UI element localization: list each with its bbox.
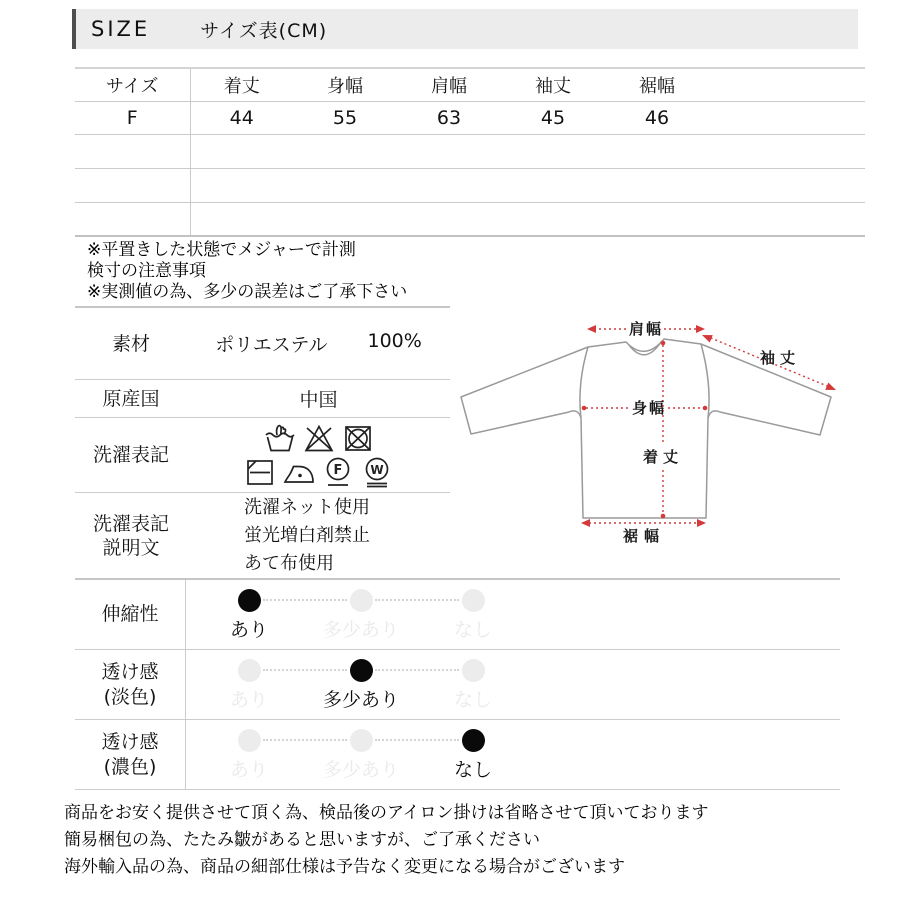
rating-row-stretch [75,580,840,650]
table-row-empty [75,202,865,236]
size-badge: SIZE [91,17,151,41]
care-text-value [187,494,450,578]
cell-chest: 55 [293,101,397,134]
footer-line: 商品をお安く提供させて頂く為、検品後のアイロン掛けは省略させて頂いております [64,803,709,823]
rating-row-sheer-dark [75,720,840,790]
rating-dot-selected [238,589,261,612]
rating-dot [350,729,373,752]
cell-length: 44 [190,101,293,134]
origin-row [75,379,450,417]
empty-cell [75,202,190,236]
care-symbols [187,422,450,488]
rating-label: 伸縮性 [75,580,186,649]
footer-line: 簡易梱包の為、たたみ皺があると思いますが、ご了承ください [64,830,540,850]
spec-table [75,306,450,578]
no-bleach-icon [301,422,337,454]
note-line: ※実測値の為、多少の誤差はご了承下さい [87,282,408,302]
rating-option-ari: あり [194,659,304,712]
dry-clean-letter: F [333,463,343,478]
rating-row-sheer-light [75,650,840,720]
iron-low-icon [281,456,317,488]
origin-value: 中国 [299,389,338,411]
rating-dot-selected [462,729,485,752]
cell-hem: 46 [605,101,709,134]
table-row-empty [75,168,865,202]
cell-size: F [75,101,190,134]
shoulder-width-label: 肩幅 [628,320,664,338]
wet-clean-w-icon [359,456,395,488]
rating-dot [238,659,261,682]
rating-dot [350,589,373,612]
rating-option-tasho-ari: 多少あり [306,659,416,712]
empty-cell [75,134,190,168]
measurement-notes [87,240,407,303]
col-header-shoulder: 肩幅 [397,68,501,101]
body-length-label: 着丈 [642,448,684,466]
rating-option-ari: あり [194,729,304,782]
material-value [187,330,450,357]
col-header-hem: 裾幅 [605,68,709,101]
footer-notes [64,800,708,881]
note-line: 検寸の注意事項 [87,261,206,281]
hand-wash-icon [262,422,298,454]
material-row [75,306,450,379]
care-text-label: 洗濯表記 説明文 [92,512,169,559]
garment-diagram [448,312,878,567]
rating-label: 透け感 (淡色) [75,650,186,719]
rating-option-nashi: なし [418,729,528,782]
col-header-sleeve: 袖丈 [501,68,605,101]
ratings-table [75,578,840,790]
size-table [75,67,865,237]
rating-option-tasho-ari: 多少あり [306,729,416,782]
footer-line: 海外輸入品の為、商品の細部仕様は予告なく変更になる場合がございます [64,857,625,877]
empty-cell [709,101,865,134]
empty-cell [709,68,865,101]
care-symbols-label: 洗濯表記 [92,444,169,466]
rating-scale [186,720,840,789]
page-title: サイズ表(CM) [200,19,328,42]
rating-option-nashi: なし [418,589,528,642]
empty-cell [75,168,190,202]
sleeve-length-label: 袖丈 [759,349,801,367]
rating-option-tasho-ari: 多少あり [306,589,416,642]
rating-dot [462,659,485,682]
care-symbols-row [75,417,450,492]
rating-option-ari: あり [194,589,304,642]
rating-dot-selected [350,659,373,682]
table-row-empty [75,134,865,168]
rating-scale [186,580,840,649]
material-label: 素材 [111,332,150,355]
note-line: ※平置きした状態でメジャーで計測 [87,240,356,260]
col-header-chest: 身幅 [293,68,397,101]
hem-width-label: 裾幅 [622,527,666,545]
dry-flat-in-shade-icon [242,456,278,488]
cell-sleeve: 45 [501,101,605,134]
rating-dot [462,589,485,612]
rating-label: 透け感 (濃色) [75,720,186,789]
material-name: ポリエステル [215,334,328,356]
col-header-size: サイズ [75,68,190,101]
col-header-length: 着丈 [190,68,293,101]
no-tumble-dry-icon [340,422,376,454]
care-text-line: 洗濯ネット使用 [244,496,370,518]
rating-option-nashi: なし [418,659,528,712]
material-percent: 100% [367,330,422,352]
rating-dot [238,729,261,752]
wet-clean-letter: W [370,463,384,477]
dry-clean-f-icon [320,456,356,488]
size-table-header-row [75,68,865,101]
section-header [72,9,858,49]
table-row-size-f [75,101,865,134]
cell-shoulder: 63 [397,101,501,134]
body-width-label: 身幅 [631,399,667,417]
care-text-line: あて布使用 [244,552,334,574]
origin-label: 原産国 [102,387,160,410]
rating-scale [186,650,840,719]
care-text-row [75,492,450,578]
care-text-line: 蛍光増白剤禁止 [244,524,370,546]
